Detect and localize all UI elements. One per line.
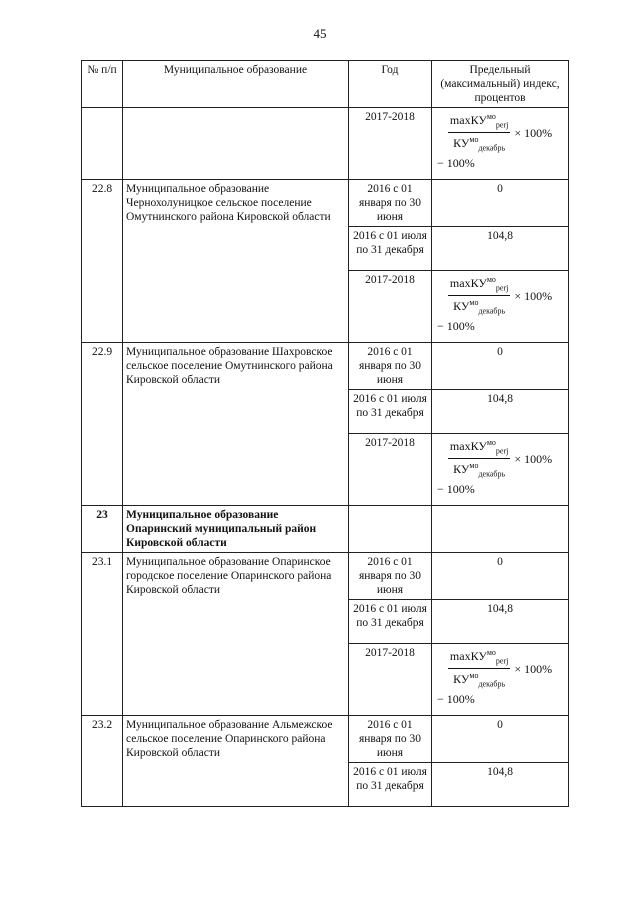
header-year: Год [349,61,432,108]
formula-num-sup: мо [486,275,496,284]
formula [435,273,565,319]
cell-name: Муниципальное образование Опаринское городское поселение Опаринского района Кировской области [123,553,349,716]
cell-year: 2016 с 01 января по 30 июня [349,553,432,600]
formula-minus: − 100% [437,691,475,706]
cell-year: 2017-2018 [349,434,432,506]
formula-cell [432,271,569,343]
formula-num-main: maxКУ [449,649,487,663]
table-header-row [82,61,569,108]
page-number: 45 [313,26,327,41]
formula-num-sub: perj [495,283,509,293]
formula-times: × 100% [514,661,553,676]
cell-index: 0 [432,343,569,390]
formula-den-sup: мо [469,298,479,308]
table-row [82,343,569,390]
formula [435,110,565,156]
formula-den-sup: мо [469,461,479,471]
formula-den-main: КУ [453,136,470,151]
formula-num-sub: perj [495,120,509,130]
formula-minus: − 100% [437,481,475,496]
formula-num-sub: perj [495,446,509,456]
cell-index [432,506,569,553]
table-row [82,716,569,763]
formula-cell [432,434,569,506]
formula-den-main: КУ [453,462,470,477]
cell-name: Муниципальное образование Шахровское сельское поселение Омутнинского района Кировской области [123,343,349,506]
formula-den-sub: декабрь [478,679,506,689]
cell-year: 2016 с 01 июля по 31 декабря [349,227,432,271]
cell-index: 0 [432,553,569,600]
cell-year: 2017-2018 [349,108,432,180]
cell-index: 104,8 [432,600,569,644]
formula-den-sup: мо [469,135,479,145]
formula-den-sub: декабрь [478,143,506,153]
cell-name: Муниципальное образование Опаринский муниципальный район Кировской области [123,506,349,553]
cell-year: 2017-2018 [349,644,432,716]
cell-index: 0 [432,716,569,763]
formula-minus: − 100% [437,155,475,170]
formula-times: × 100% [514,451,553,466]
formula [435,646,565,692]
formula-num-sub: perj [495,656,509,666]
cell-num [82,108,123,180]
cell-year: 2016 с 01 января по 30 июня [349,716,432,763]
cell-num: 23.2 [82,716,123,807]
cell-year [349,506,432,553]
formula-num-main: maxКУ [449,439,487,453]
formula-num-sup: мо [486,438,496,447]
formula-den-sub: декабрь [478,306,506,316]
table-row [82,506,569,553]
table-row [82,108,569,180]
cell-num: 23.1 [82,553,123,716]
formula-den-sup: мо [469,671,479,681]
formula-times: × 100% [514,288,553,303]
formula-times: × 100% [514,125,553,140]
cell-index: 0 [432,180,569,227]
formula-cell [432,108,569,180]
cell-year: 2016 с 01 января по 30 июня [349,343,432,390]
formula [435,436,565,482]
cell-year: 2016 с 01 июля по 31 декабря [349,763,432,807]
formula-den-main: КУ [453,299,470,314]
cell-name: Муниципальное образование Чернохолуницкое сельское поселение Омутнинского района Кировской области [123,180,349,343]
cell-year: 2016 с 01 июля по 31 декабря [349,390,432,434]
formula-num-main: maxКУ [449,276,487,290]
cell-num: 23 [82,506,123,553]
cell-year: 2016 с 01 января по 30 июня [349,180,432,227]
formula-num-main: maxКУ [449,113,487,127]
cell-year: 2017-2018 [349,271,432,343]
cell-num: 22.9 [82,343,123,506]
header-name: Муниципальное образование [123,61,349,108]
cell-year: 2016 с 01 июля по 31 декабря [349,600,432,644]
cell-num: 22.8 [82,180,123,343]
table-row [82,553,569,600]
cell-index: 104,8 [432,227,569,271]
header-index: Предельный (максимальный) индекс, процентов [432,61,569,108]
formula-den-sub: декабрь [478,469,506,479]
formula-minus: − 100% [437,318,475,333]
cell-index: 104,8 [432,390,569,434]
cell-name [123,108,349,180]
cell-index: 104,8 [432,763,569,807]
tariff-index-table [81,60,569,807]
formula-den-main: КУ [453,672,470,687]
formula-num-sup: мо [486,112,496,121]
header-num: № п/п [82,61,123,108]
table-row [82,180,569,227]
formula-num-sup: мо [486,648,496,657]
formula-cell [432,644,569,716]
cell-name: Муниципальное образование Альмежское сельское поселение Опаринского района Кировской области [123,716,349,807]
